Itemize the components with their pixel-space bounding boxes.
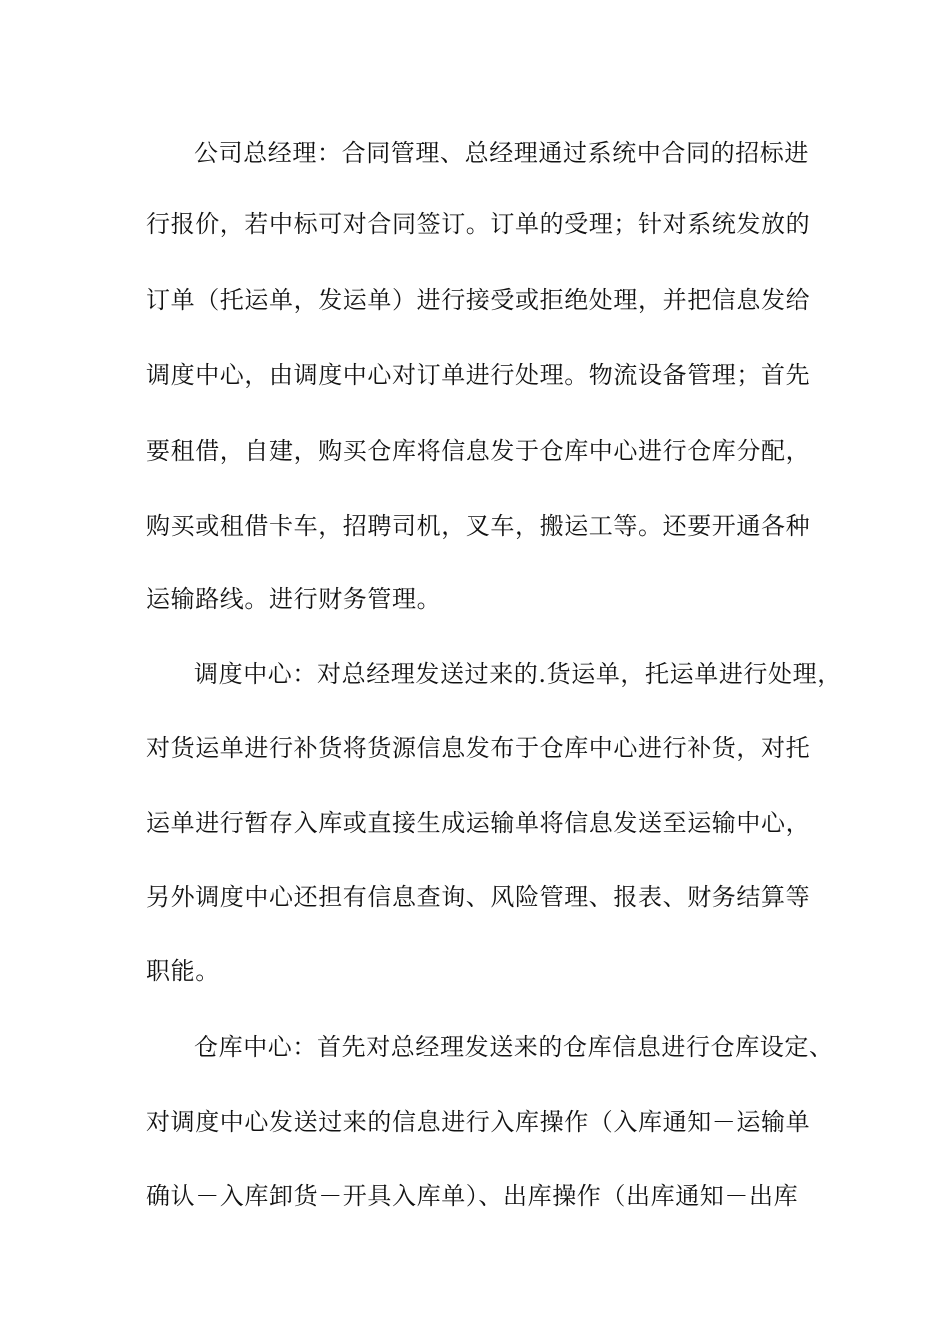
paragraph-3-line-1: 仓库中心：首先对总经理发送来的仓库信息进行仓库设定、: [194, 1033, 834, 1061]
paragraph-2-line-5: 职能。: [146, 957, 220, 985]
paragraph-1-line-1: 公司总经理：合同管理、总经理通过系统中合同的招标进: [194, 139, 809, 167]
paragraph-3-line-3: 确认－入库卸货－开具入库单）、出库操作（出库通知－出库: [146, 1182, 799, 1210]
paragraph-2-line-3: 运单进行暂存入库或直接生成运输单将信息发送至运输中心，: [146, 809, 811, 837]
paragraph-1-line-2: 行报价，若中标可对合同签订。订单的受理；针对系统发放的: [146, 210, 811, 238]
paragraph-1-line-6: 购买或租借卡车，招聘司机，叉车，搬运工等。还要开通各种: [146, 512, 811, 540]
paragraph-2-line-4: 另外调度中心还担有信息查询、风险管理、报表、财务结算等: [146, 883, 811, 911]
paragraph-2-line-1: 调度中心：对总经理发送过来的.货运单，托运单进行处理，: [194, 660, 842, 688]
paragraph-1-line-4: 调度中心，由调度中心对订单进行处理。物流设备管理；首先: [146, 361, 811, 389]
paragraph-2-line-2: 对货运单进行补货将货源信息发布于仓库中心进行补货，对托: [146, 734, 811, 762]
paragraph-3-line-2: 对调度中心发送过来的信息进行入库操作（入库通知－运输单: [146, 1108, 811, 1136]
paragraph-1-line-7: 运输路线。进行财务管理。: [146, 585, 442, 613]
paragraph-1-line-5: 要租借，自建，购买仓库将信息发于仓库中心进行仓库分配，: [146, 437, 811, 465]
paragraph-1-line-3: 订单（托运单，发运单）进行接受或拒绝处理，并把信息发给: [146, 286, 811, 314]
